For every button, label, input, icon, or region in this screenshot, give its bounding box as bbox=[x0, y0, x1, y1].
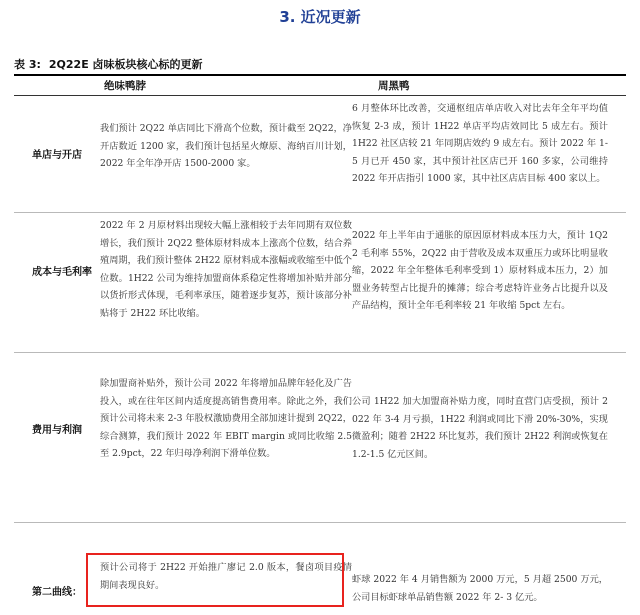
row-label: 成本与毛利率 bbox=[32, 267, 92, 278]
cell-juewei: 我们预计 2Q22 单店同比下滑高个位数，预计截至 2Q22，净开店数近 1200 家，我们预计包括星火燎原、海纳百川计划，2022 年全年净开店 1500-2000 家。 bbox=[100, 123, 352, 169]
highlight-box bbox=[86, 553, 344, 607]
cell-juewei: 除加盟商补贴外，预计公司 2022 年将增加品牌年轻化及广告投入，或在往年区间内适度提高销售费用率。除此之外，我们预计公司将未来 2-3 年股权激励费用全部加速计提到 2Q22，综合测算，我们预计 2022 年 EBIT margin 或同比收缩 2.5 至 2.9pct，22 年归母净利润下滑单位数。 bbox=[100, 378, 352, 459]
column-header-juewei: 绝味鸭脖 bbox=[104, 80, 146, 92]
cell-zhouheiya: 公司 1H22 加大加盟商补贴力度，同时直营门店受损，预计 2022 年 3-4 月亏损，1H22 利润或同比下滑 20%-30%，实现微盈利；随着 2H22 环比复苏，我们预计 2H22 利润或恢复在 1.2-1.5 亿元区间。 bbox=[352, 396, 608, 460]
table-row bbox=[14, 353, 626, 523]
column-header-zhouheiya: 周黑鸭 bbox=[378, 80, 410, 92]
cell-zhouheiya: 6 月整体环比改善，交通枢纽店单店收入对比去年全年平均值恢复 2-3 成，预计 1H22 单店平均店效同比 5 成左右。预计 1H22 社区店较 21 年同期店效约 9 成左右。预计 2022 年 1-5 月已开 450 家，其中预计社区店已开 160 多家，公司维持 2022 年开店指引 1000 家，其中社区店店目标 400 家以上。 bbox=[352, 103, 608, 184]
table-top-rule bbox=[14, 74, 626, 76]
section-title: 3. 近况更新 bbox=[279, 8, 361, 26]
cell-zhouheiya: 2022 年上半年由于通胀的原因原材料成本压力大，预计 1Q22 毛利率 55%，2Q22 由于营收及成本双重压力或环比明显收缩，2022 年全年整体毛利率受到 1）原材料成本压力，2）加盟业务转型占比提升的摊薄；综合考虑特许业务占比提升以及产品结构，预计全年毛利率较 21 年收缩 5pct 左右。 bbox=[352, 230, 608, 311]
table-row bbox=[14, 96, 626, 213]
table-row bbox=[14, 213, 626, 353]
table-caption bbox=[14, 56, 626, 74]
row-label: 单店与开店 bbox=[32, 150, 82, 161]
cell-zhouheiya: 虾球 2022 年 4 月销售额为 2000 万元，5 月超 2500 万元，公司目标虾球单品销售额 2022 年 2- 3 亿元。 bbox=[352, 574, 608, 603]
row-label: 费用与利润 bbox=[32, 425, 82, 436]
cell-juewei: 预计公司将于 2H22 开始推广廖记 2.0 版本，餐卤项目疫情期间表现良好。 bbox=[100, 562, 352, 591]
cell-juewei: 2022 年 2 月原材料出现较大幅上涨相较于去年同期有双位数增长，我们预计 2Q22 整体原材料成本上涨高个位数，结合养殖周期，我们预计整体 2H22 原材料成本涨幅或收缩至中低个位数。1H22 公司为维持加盟商体系稳定性将增加补贴并部分以货折形式体现，毛利率承压，随着逐步复苏，预计该部分补贴将于 2H22 环比收缩。 bbox=[100, 220, 352, 319]
table-caption-number: 表 3: bbox=[14, 58, 41, 71]
row-label: 第二曲线： bbox=[32, 587, 82, 598]
table-caption-text: 2Q22E 卤味板块核心标的更新 bbox=[48, 58, 203, 71]
